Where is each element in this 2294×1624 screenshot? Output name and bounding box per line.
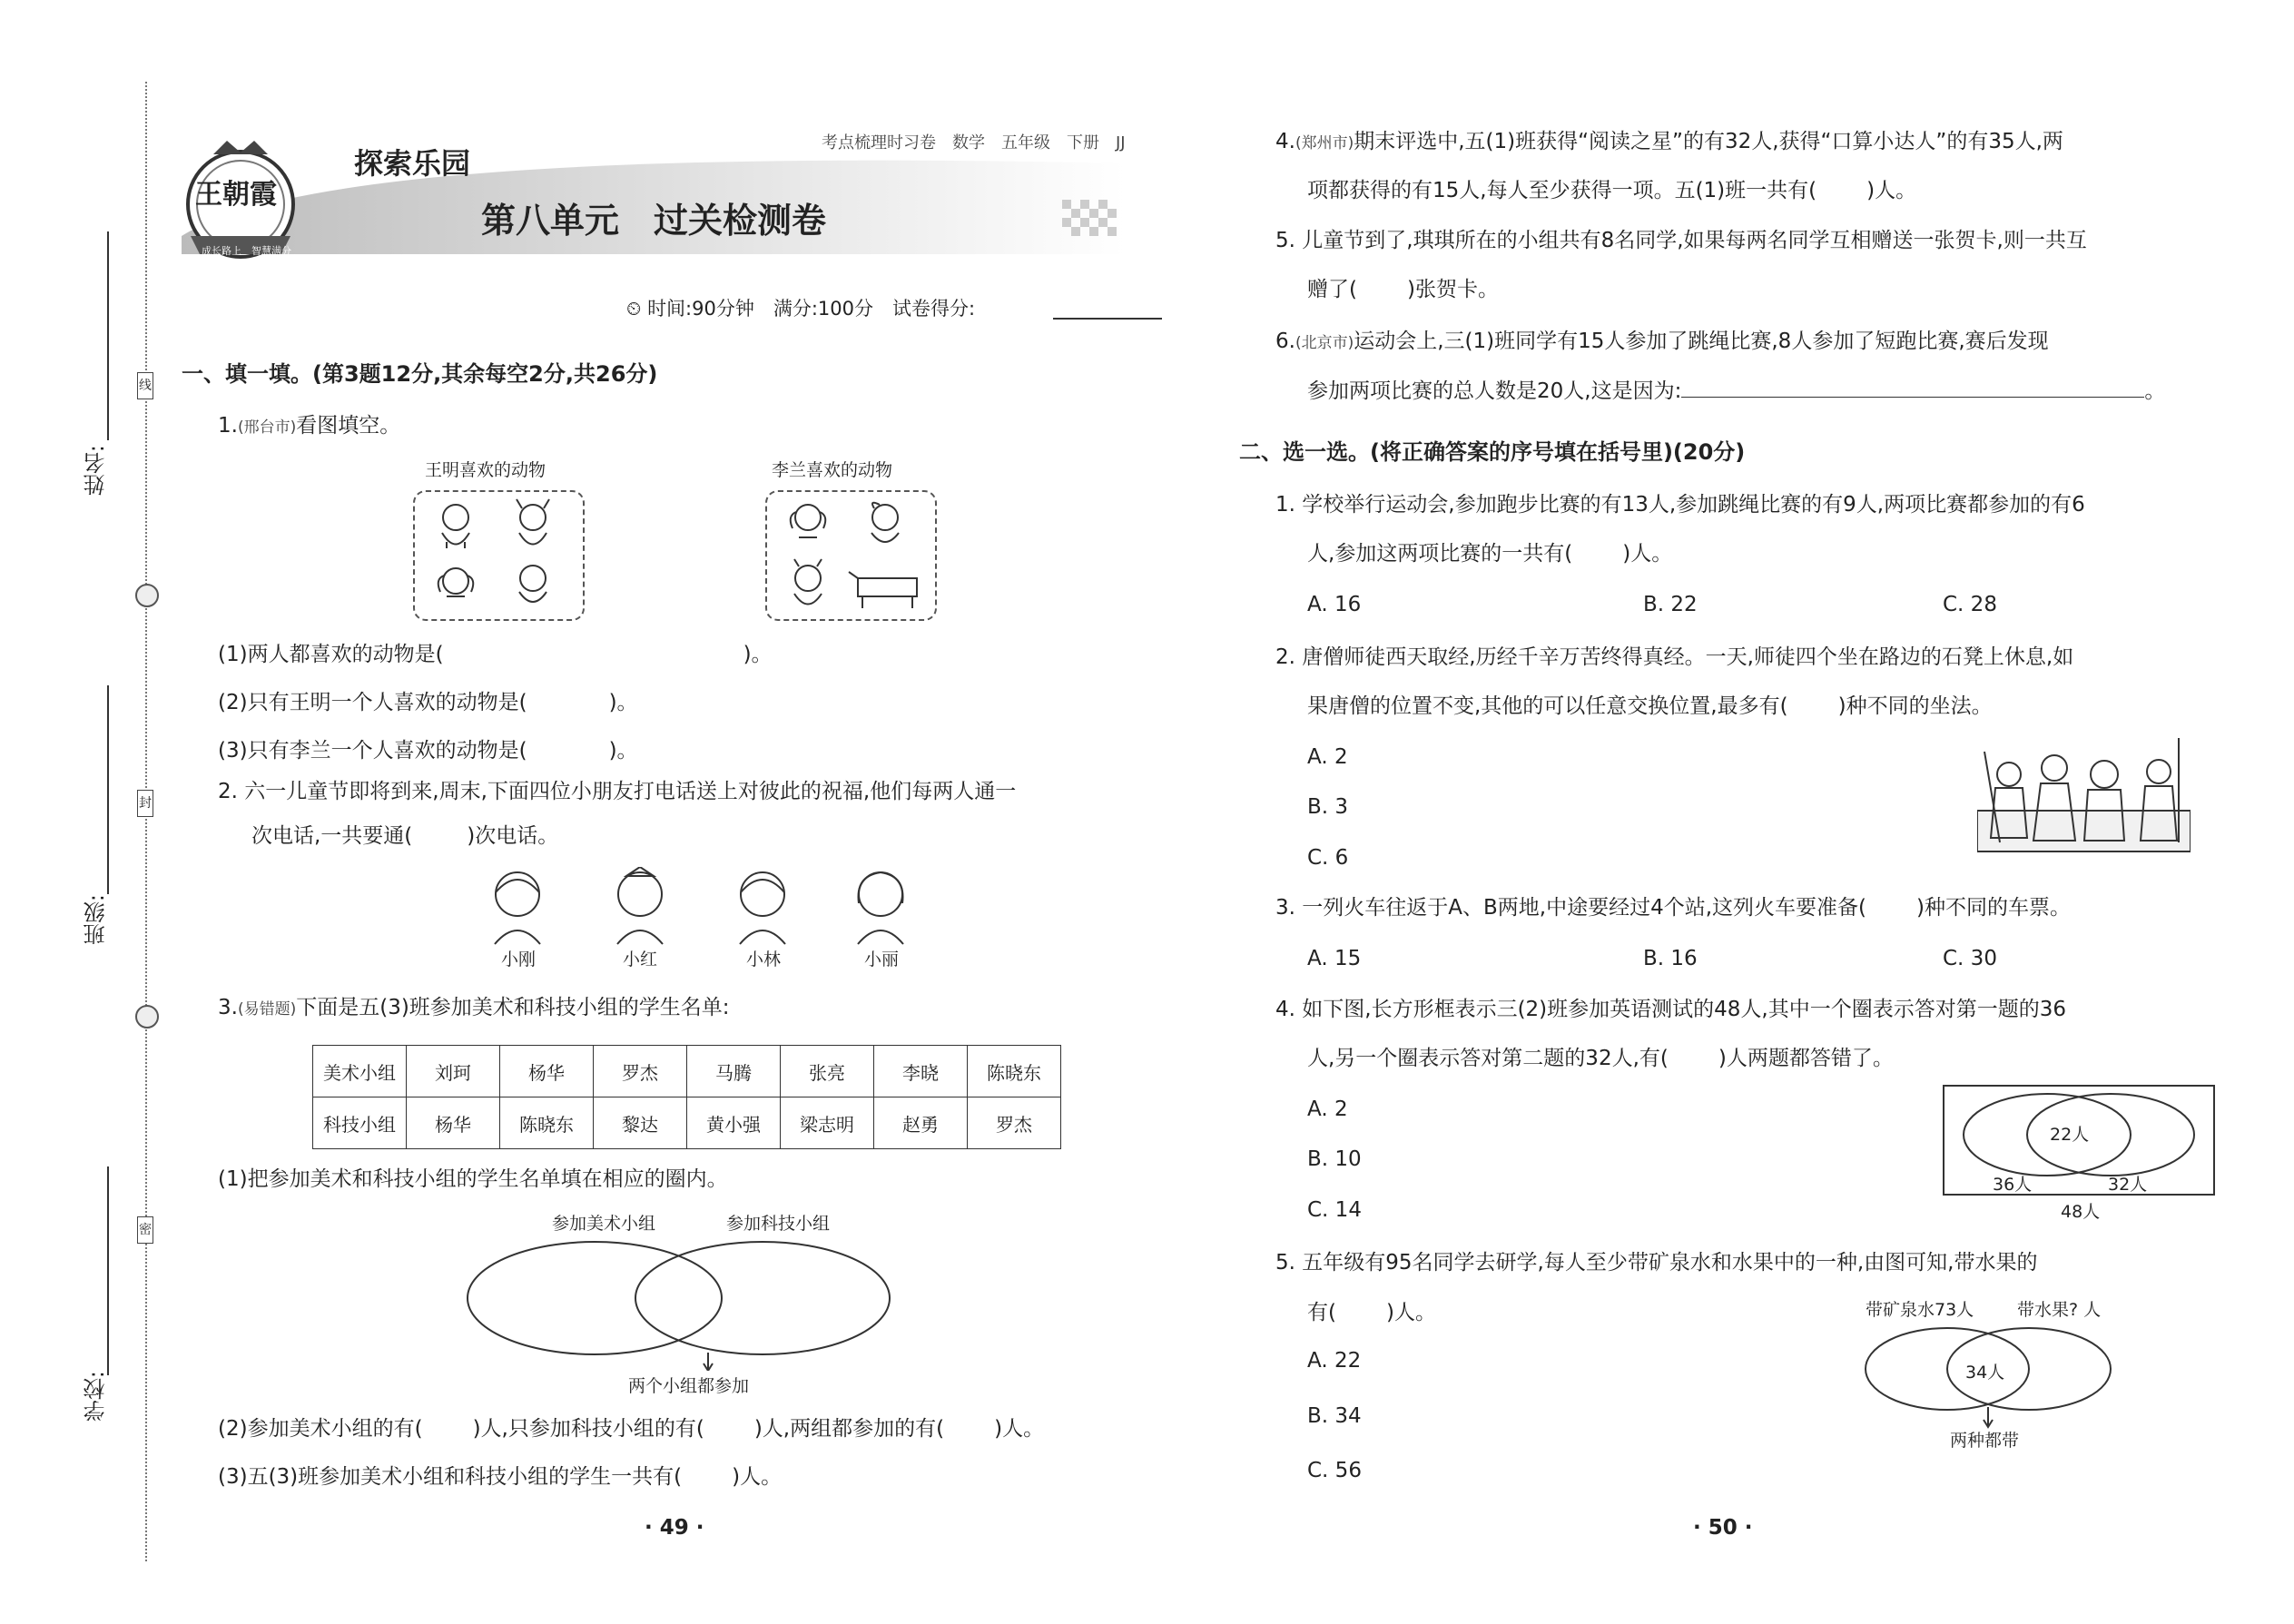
header-meta: 考点梳理时习卷 数学 五年级 下册 JJ [822, 133, 1126, 153]
table-cell: 杨华 [407, 1097, 500, 1149]
class-line [107, 685, 109, 894]
kid-name-xiaolin: 小林 [746, 950, 782, 969]
c5-line2b: )人。 [1385, 1301, 1436, 1324]
school-label: 学校: [84, 1371, 109, 1422]
kid-name-xiaoli: 小丽 [864, 950, 900, 969]
q3-source: (易错题) [237, 1000, 297, 1019]
q3-venn-left-label: 参加美术小组 [552, 1214, 656, 1234]
c5-venn-center: 34人 [1965, 1363, 2005, 1383]
q5-line2a: 赠了( [1307, 278, 1357, 301]
c4-venn-right: 32人 [2108, 1175, 2148, 1195]
q1-sub3-end: )。 [608, 739, 638, 763]
q4-line1 [1275, 128, 2063, 157]
q1-sub2-text: (2)只有王明一个人喜欢的动物是( [218, 691, 527, 714]
q6-number: 6. [1275, 330, 1295, 353]
q4-number: 4. [1275, 130, 1295, 153]
q4-line2 [1307, 177, 1916, 204]
c4-line2a: 人,另一个圈表示答对第二题的32人,有( [1307, 1047, 1669, 1070]
binding-hole-icon [135, 1005, 159, 1029]
c4-venn-total: 48人 [2061, 1202, 2101, 1222]
q3-venn-bottom-label: 两个小组都参加 [628, 1376, 750, 1396]
c3-line1b: )种不同的车票。 [1916, 896, 2071, 920]
cut-mark-seal: 封 [137, 790, 153, 817]
table-cell: 罗杰 [594, 1046, 687, 1097]
q1-box-wangming [413, 490, 585, 621]
c5-venn-bottom: 两种都带 [1950, 1431, 2020, 1451]
c5-option-c[interactable]: C. 56 [1307, 1459, 1362, 1482]
page-title: 第八单元 过关检测卷 [481, 201, 827, 241]
c3-option-b[interactable]: B. 16 [1643, 947, 1698, 970]
c4-line2b: )人两题都答错了。 [1718, 1047, 1894, 1070]
q6-line2-end: 。 [2144, 379, 2166, 403]
q3-sub3 [218, 1463, 782, 1491]
page-number-left: · 49 · [645, 1516, 704, 1540]
c3-line1a: 3. 一列火车往返于A、B两地,中途要经过4个站,这列火车要准备( [1275, 896, 1866, 920]
section1-heading: 一、填一填。(第3题12分,其余每空2分,共26分) [182, 361, 658, 387]
q4-line2b: )人。 [1866, 179, 1917, 202]
c5-venn-right-label: 带水果? 人 [2017, 1300, 2102, 1320]
q3-sub2 [218, 1415, 1044, 1442]
q1-box-lilan [765, 490, 937, 621]
cut-mark-line: 线 [137, 372, 153, 399]
q2-line1: 2. 六一儿童节即将到来,周末,下面四位小朋友打电话送上对彼此的祝福,他们每两人通一 [218, 780, 1017, 803]
c3-option-a[interactable]: A. 15 [1307, 947, 1362, 970]
q3-sub1: (1)把参加美术和科技小组的学生名单填在相应的圈内。 [218, 1167, 728, 1191]
q3-sub2d: )人。 [994, 1417, 1045, 1441]
q1-sub1 [218, 641, 773, 668]
q6-source: (北京市) [1295, 334, 1354, 352]
table-cell: 黎达 [594, 1097, 687, 1149]
table-cell: 张亮 [781, 1046, 874, 1097]
binding-dotted-line [145, 82, 147, 1561]
page-number-right: · 50 · [1693, 1516, 1753, 1540]
q3-line [218, 994, 730, 1023]
c5-option-b[interactable]: B. 34 [1307, 1404, 1362, 1428]
c5-venn-left-label: 带矿泉水73人 [1866, 1300, 1974, 1320]
c4-venn-left: 36人 [1993, 1175, 2033, 1195]
class-label: 班级: [84, 894, 109, 946]
c1-option-c[interactable]: C. 28 [1943, 593, 1997, 616]
c4-venn-center: 22人 [2050, 1125, 2090, 1145]
q1-number: 1. [218, 414, 238, 438]
q1-sub1-end: )。 [743, 643, 773, 666]
exam-info [626, 295, 975, 322]
table-cell: 赵勇 [874, 1097, 968, 1149]
q3-number: 3. [218, 996, 238, 1019]
q2-kids-illustration [481, 867, 953, 949]
c4-option-b[interactable]: B. 10 [1307, 1147, 1362, 1171]
q1-sub1-text: (1)两人都喜欢的动物是( [218, 643, 444, 666]
c3-line1 [1275, 894, 2071, 921]
c1-option-b[interactable]: B. 22 [1643, 593, 1698, 616]
table-cell: 梁志明 [781, 1097, 874, 1149]
q1-source: (邢台市) [237, 418, 297, 437]
c2-option-b[interactable]: B. 3 [1307, 795, 1349, 819]
q1-box2-title: 李兰喜欢的动物 [772, 460, 893, 480]
c1-line2 [1307, 540, 1672, 567]
q1-sub2-end: )。 [608, 691, 638, 714]
q6-answer-blank[interactable] [1681, 377, 2144, 398]
q4-line1-text: 期末评选中,五(1)班获得“阅读之星”的有32人,获得“口算小达人”的有35人,两 [1354, 130, 2063, 153]
table-cell: 罗杰 [968, 1097, 1061, 1149]
table-cell: 马腾 [687, 1046, 781, 1097]
q5-line2 [1307, 276, 1499, 303]
q1-box1-title: 王明喜欢的动物 [425, 460, 546, 480]
name-label: 姓名: [84, 445, 109, 497]
score-blank[interactable] [1053, 318, 1162, 320]
q5-line2b: )张贺卡。 [1406, 278, 1499, 301]
table-cell: 李晓 [874, 1046, 968, 1097]
q6-line1-text: 运动会上,三(1)班同学有15人参加了跳绳比赛,8人参加了短跑比赛,赛后发现 [1354, 330, 2049, 353]
table-cell: 科技小组 [313, 1097, 407, 1149]
logo-text: 王朝霞 [195, 179, 277, 211]
q4-line2a: 项都获得的有15人,每人至少获得一项。五(1)班一共有( [1307, 179, 1817, 202]
q3-text: 下面是五(3)班参加美术和科技小组的学生名单: [296, 996, 730, 1019]
clock-icon: ⏲ [626, 298, 648, 320]
q2-line2b: )次电话。 [467, 824, 559, 848]
c1-line1: 1. 学校举行运动会,参加跑步比赛的有13人,参加跳绳比赛的有9人,两项比赛都参加的有6 [1275, 493, 2085, 517]
table-cell: 陈晓东 [500, 1097, 594, 1149]
section2-heading: 二、选一选。(将正确答案的序号填在括号里)(20分) [1239, 439, 1746, 465]
logo-subtext: 成长路上 智慧满分 [202, 245, 291, 257]
table-cell: 美术小组 [313, 1046, 407, 1097]
q1-sub3 [218, 737, 638, 764]
q3-sub2b: )人,只参加科技小组的有( [472, 1417, 704, 1441]
q3-sub2a: (2)参加美术小组的有( [218, 1417, 423, 1441]
q3-venn-right-label: 参加科技小组 [726, 1214, 831, 1234]
header-banner [163, 127, 1162, 263]
brand-name: 探索乐园 [354, 146, 471, 181]
pilgrims-illustration [1977, 733, 2191, 856]
school-line [107, 1166, 109, 1375]
q3-sub2c: )人,两组都参加的有( [753, 1417, 945, 1441]
table-cell: 刘珂 [407, 1046, 500, 1097]
name-line [107, 231, 109, 440]
exam-info-text: 时间:90分钟 满分:100分 试卷得分: [647, 298, 976, 320]
q3-venn-diagram[interactable] [458, 1235, 953, 1371]
c3-option-c[interactable]: C. 30 [1943, 947, 1997, 970]
c5-option-a[interactable]: A. 22 [1307, 1349, 1362, 1373]
c1-option-a[interactable]: A. 16 [1307, 593, 1362, 616]
kid-name-xiaogang: 小刚 [501, 950, 537, 969]
q3-sub3b: )人。 [732, 1465, 783, 1489]
binding-hole-icon [135, 584, 159, 607]
c4-option-a[interactable]: A. 2 [1307, 1097, 1348, 1121]
table-cell: 陈晓东 [968, 1046, 1061, 1097]
q2-line2 [251, 822, 558, 850]
q6-line2-text: 参加两项比赛的总人数是20人,这是因为: [1307, 379, 1682, 403]
c2-line2 [1307, 693, 1993, 720]
c2-line1: 2. 唐僧师徒西天取经,历经千辛万苦终得真经。一天,师徒四个坐在路边的石凳上休息,如 [1275, 645, 2074, 669]
c5-line2 [1307, 1299, 1436, 1326]
q1-sub3-text: (3)只有李兰一个人喜欢的动物是( [218, 739, 527, 763]
c1-line2b: )人。 [1622, 542, 1673, 566]
cut-mark-secret: 密 [137, 1216, 153, 1244]
q3-sub3a: (3)五(3)班参加美术小组和科技小组的学生一共有( [218, 1465, 683, 1489]
c2-option-c[interactable]: C. 6 [1307, 846, 1349, 870]
q5-line1: 5. 儿童节到了,琪琪所在的小组共有8名同学,如果每两名同学互相赠送一张贺卡,则一共互 [1275, 229, 2087, 252]
q1-text: 看图填空。 [296, 414, 401, 438]
q2-line2a: 次电话,一共要通( [251, 824, 413, 848]
table-cell: 杨华 [500, 1046, 594, 1097]
q6-line2 [1307, 377, 2165, 405]
q3-roster-table [312, 1045, 1061, 1149]
c1-line2a: 人,参加这两项比赛的一共有( [1307, 542, 1573, 566]
table-row [313, 1046, 1061, 1097]
q1-line [218, 412, 400, 441]
q1-sub2 [218, 689, 638, 716]
q4-source: (郑州市) [1295, 134, 1354, 153]
c2-line2a: 果唐僧的位置不变,其他的可以任意交换位置,最多有( [1307, 694, 1788, 718]
q6-line1 [1275, 328, 2049, 357]
c2-line2b: )种不同的坐法。 [1837, 694, 1993, 718]
c4-line1: 4. 如下图,长方形框表示三(2)班参加英语测试的48人,其中一个圈表示答对第一题的36 [1275, 998, 2066, 1021]
c2-option-a[interactable]: A. 2 [1307, 745, 1348, 769]
c4-line2 [1307, 1045, 1894, 1072]
c5-line1: 5. 五年级有95名同学去研学,每人至少带矿泉水和水果中的一种,由图可知,带水果的 [1275, 1251, 2038, 1275]
c4-option-c[interactable]: C. 14 [1307, 1198, 1362, 1222]
c5-line2a: 有( [1307, 1301, 1336, 1324]
kid-name-xiaohong: 小红 [623, 950, 658, 969]
table-cell: 黄小强 [687, 1097, 781, 1149]
table-row [313, 1097, 1061, 1149]
